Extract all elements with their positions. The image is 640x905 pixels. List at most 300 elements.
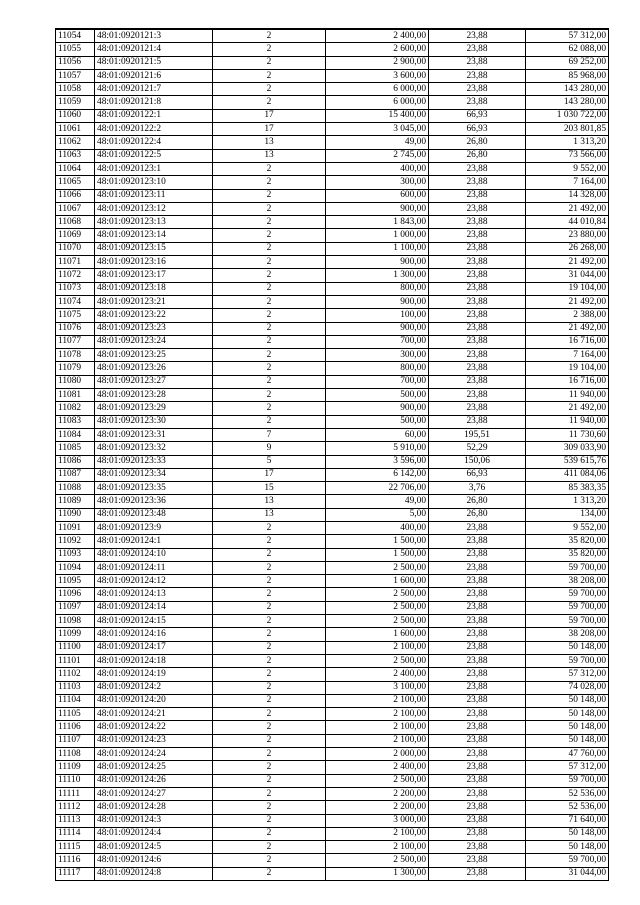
row-number-cell: 11075 [56,309,95,322]
cadastral-number-cell: 48:01:0920123:35 [95,482,213,495]
group-cell: 2 [213,83,326,96]
cadastral-number-cell: 48:01:0920123:24 [95,335,213,348]
group-cell: 2 [213,176,326,189]
group-cell: 13 [213,508,326,521]
group-cell: 2 [213,415,326,428]
table-row [56,229,609,242]
cadastral-number-cell: 48:01:0920124:17 [95,641,213,654]
table-row [56,654,609,667]
cadastral-value-cell: 7 164,00 [526,176,609,189]
row-number-cell: 11093 [56,548,95,561]
cadastral-value-cell: 74 028,00 [526,681,609,694]
row-number-cell: 11095 [56,575,95,588]
cadastral-value-cell: 38 208,00 [526,628,609,641]
group-cell: 2 [213,282,326,295]
cadastral-number-cell: 48:01:0920123:27 [95,375,213,388]
rate-cell: 26,80 [429,495,526,508]
table-row [56,681,609,694]
area-cell: 1 100,00 [326,242,429,255]
cadastral-value-cell: 11 730,60 [526,428,609,441]
group-cell: 2 [213,867,326,880]
area-cell: 900,00 [326,295,429,308]
row-number-cell: 11079 [56,362,95,375]
table-row [56,202,609,215]
cadastral-number-cell: 48:01:0920121:3 [95,29,213,43]
table-row [56,389,609,402]
area-cell: 2 500,00 [326,615,429,628]
group-cell: 2 [213,575,326,588]
cadastral-value-cell: 21 492,00 [526,295,609,308]
rate-cell: 23,88 [429,575,526,588]
table-row [56,561,609,574]
rate-cell: 23,88 [429,774,526,787]
table-row [56,668,609,681]
cadastral-number-cell: 48:01:0920121:4 [95,43,213,56]
row-number-cell: 11084 [56,428,95,441]
cadastral-number-cell: 48:01:0920123:9 [95,521,213,534]
row-number-cell: 11107 [56,734,95,747]
area-cell: 700,00 [326,375,429,388]
group-cell: 2 [213,681,326,694]
group-cell: 2 [213,256,326,269]
cadastral-value-cell: 31 044,00 [526,269,609,282]
table-row [56,123,609,136]
row-number-cell: 11092 [56,535,95,548]
table-row [56,867,609,880]
group-cell: 2 [213,309,326,322]
cadastral-number-cell: 48:01:0920124:22 [95,721,213,734]
cadastral-value-cell: 38 208,00 [526,575,609,588]
group-cell: 17 [213,123,326,136]
cadastral-value-cell: 59 700,00 [526,854,609,867]
row-number-cell: 11067 [56,202,95,215]
group-cell: 2 [213,654,326,667]
cadastral-number-cell: 48:01:0920122:1 [95,109,213,122]
table-row [56,402,609,415]
cadastral-number-cell: 48:01:0920124:21 [95,708,213,721]
cadastral-value-cell: 23 880,00 [526,229,609,242]
cadastral-number-cell: 48:01:0920121:5 [95,56,213,69]
rate-cell: 23,88 [429,854,526,867]
table-row [56,43,609,56]
cadastral-value-cell: 73 566,00 [526,149,609,162]
cadastral-number-cell: 48:01:0920124:23 [95,734,213,747]
group-cell: 2 [213,535,326,548]
row-number-cell: 11078 [56,349,95,362]
group-cell: 2 [213,229,326,242]
area-cell: 6 000,00 [326,83,429,96]
table-row [56,708,609,721]
cadastral-number-cell: 48:01:0920123:17 [95,269,213,282]
rate-cell: 23,88 [429,335,526,348]
row-number-cell: 11077 [56,335,95,348]
cadastral-number-cell: 48:01:0920124:16 [95,628,213,641]
table-row [56,216,609,229]
cadastral-value-cell: 59 700,00 [526,601,609,614]
table-row [56,827,609,840]
row-number-cell: 11070 [56,242,95,255]
rate-cell: 195,51 [429,428,526,441]
table-row [56,149,609,162]
group-cell: 2 [213,801,326,814]
rate-cell: 23,88 [429,748,526,761]
rate-cell: 23,88 [429,734,526,747]
row-number-cell: 11072 [56,269,95,282]
cadastral-value-cell: 11 940,00 [526,415,609,428]
group-cell: 2 [213,787,326,800]
cadastral-value-cell: 44 010,84 [526,216,609,229]
cadastral-value-cell: 69 252,00 [526,56,609,69]
table-row [56,256,609,269]
area-cell: 500,00 [326,389,429,402]
group-cell: 2 [213,162,326,175]
cadastral-value-cell: 19 104,00 [526,282,609,295]
cadastral-number-cell: 48:01:0920124:13 [95,588,213,601]
area-cell: 3 596,00 [326,455,429,468]
area-cell: 300,00 [326,349,429,362]
cadastral-value-cell: 52 536,00 [526,801,609,814]
group-cell: 2 [213,774,326,787]
rate-cell: 23,88 [429,256,526,269]
group-cell: 2 [213,202,326,215]
cadastral-number-cell: 48:01:0920123:14 [95,229,213,242]
rate-cell: 26,80 [429,508,526,521]
area-cell: 100,00 [326,309,429,322]
row-number-cell: 11076 [56,322,95,335]
rate-cell: 23,88 [429,694,526,707]
cadastral-value-cell: 9 552,00 [526,521,609,534]
table-row [56,362,609,375]
table-row [56,189,609,202]
cadastral-number-cell: 48:01:0920123:15 [95,242,213,255]
cadastral-value-cell: 203 801,85 [526,123,609,136]
area-cell: 2 200,00 [326,787,429,800]
table-row [56,588,609,601]
rate-cell: 23,88 [429,242,526,255]
row-number-cell: 11066 [56,189,95,202]
table-body [56,29,609,881]
cadastral-number-cell: 48:01:0920124:5 [95,841,213,854]
row-number-cell: 11110 [56,774,95,787]
group-cell: 2 [213,588,326,601]
rate-cell: 23,88 [429,787,526,800]
area-cell: 2 400,00 [326,29,429,43]
cadastral-number-cell: 48:01:0920123:32 [95,442,213,455]
cadastral-number-cell: 48:01:0920123:18 [95,282,213,295]
rate-cell: 23,88 [429,814,526,827]
area-cell: 2 100,00 [326,708,429,721]
cadastral-number-cell: 48:01:0920121:7 [95,83,213,96]
area-cell: 2 100,00 [326,721,429,734]
row-number-cell: 11108 [56,748,95,761]
table-row [56,615,609,628]
cadastral-value-cell: 19 104,00 [526,362,609,375]
row-number-cell: 11083 [56,415,95,428]
row-number-cell: 11098 [56,615,95,628]
row-number-cell: 11071 [56,256,95,269]
table-row [56,109,609,122]
cadastral-number-cell: 48:01:0920124:6 [95,854,213,867]
row-number-cell: 11056 [56,56,95,69]
area-cell: 900,00 [326,322,429,335]
cadastral-value-cell: 26 268,00 [526,242,609,255]
cadastral-number-cell: 48:01:0920124:12 [95,575,213,588]
cadastral-value-cell: 59 700,00 [526,615,609,628]
table-row [56,535,609,548]
row-number-cell: 11102 [56,668,95,681]
rate-cell: 23,88 [429,309,526,322]
rate-cell: 26,80 [429,136,526,149]
cadastral-value-cell: 11 940,00 [526,389,609,402]
cadastral-value-cell: 50 148,00 [526,708,609,721]
row-number-cell: 11054 [56,29,95,43]
group-cell: 2 [213,708,326,721]
cadastral-value-cell: 57 312,00 [526,668,609,681]
table-row [56,309,609,322]
cadastral-value-cell: 9 552,00 [526,162,609,175]
row-number-cell: 11063 [56,149,95,162]
cadastral-number-cell: 48:01:0920123:16 [95,256,213,269]
group-cell: 2 [213,761,326,774]
rate-cell: 23,88 [429,269,526,282]
row-number-cell: 11090 [56,508,95,521]
rate-cell: 23,88 [429,615,526,628]
table-row [56,787,609,800]
rate-cell: 23,88 [429,56,526,69]
rate-cell: 23,88 [429,29,526,43]
group-cell: 2 [213,189,326,202]
cadastral-number-cell: 48:01:0920124:11 [95,561,213,574]
area-cell: 3 045,00 [326,123,429,136]
group-cell: 9 [213,442,326,455]
row-number-cell: 11065 [56,176,95,189]
rate-cell: 23,88 [429,801,526,814]
row-number-cell: 11082 [56,402,95,415]
cadastral-value-cell: 62 088,00 [526,43,609,56]
cadastral-number-cell: 48:01:0920123:23 [95,322,213,335]
row-number-cell: 11069 [56,229,95,242]
group-cell: 2 [213,96,326,109]
group-cell: 2 [213,322,326,335]
group-cell: 2 [213,402,326,415]
area-cell: 1 600,00 [326,628,429,641]
rate-cell: 3,76 [429,482,526,495]
table-row [56,721,609,734]
row-number-cell: 11099 [56,628,95,641]
row-number-cell: 11059 [56,96,95,109]
cadastral-number-cell: 48:01:0920122:4 [95,136,213,149]
rate-cell: 23,88 [429,721,526,734]
area-cell: 400,00 [326,162,429,175]
area-cell: 2 500,00 [326,654,429,667]
table-row [56,694,609,707]
cadastral-value-cell: 57 312,00 [526,761,609,774]
rate-cell: 23,88 [429,588,526,601]
cadastral-value-cell: 47 760,00 [526,748,609,761]
area-cell: 1 500,00 [326,535,429,548]
area-cell: 6 142,00 [326,468,429,481]
cadastral-number-cell: 48:01:0920123:26 [95,362,213,375]
table-row [56,176,609,189]
area-cell: 2 200,00 [326,801,429,814]
table-row [56,801,609,814]
row-number-cell: 11101 [56,654,95,667]
rate-cell: 23,88 [429,641,526,654]
group-cell: 2 [213,521,326,534]
rate-cell: 23,88 [429,535,526,548]
area-cell: 1 843,00 [326,216,429,229]
rate-cell: 23,88 [429,322,526,335]
cadastral-value-cell: 59 700,00 [526,561,609,574]
table-row [56,349,609,362]
cadastral-value-cell: 71 640,00 [526,814,609,827]
area-cell: 1 600,00 [326,575,429,588]
rate-cell: 23,88 [429,362,526,375]
row-number-cell: 11055 [56,43,95,56]
cadastral-number-cell: 48:01:0920124:24 [95,748,213,761]
group-cell: 2 [213,29,326,43]
group-cell: 2 [213,295,326,308]
rate-cell: 23,88 [429,162,526,175]
table-row [56,628,609,641]
area-cell: 600,00 [326,189,429,202]
table-row [56,495,609,508]
cadastral-value-cell: 35 820,00 [526,548,609,561]
row-number-cell: 11061 [56,123,95,136]
group-cell: 2 [213,242,326,255]
rate-cell: 23,88 [429,349,526,362]
cadastral-value-cell: 16 716,00 [526,375,609,388]
area-cell: 2 400,00 [326,761,429,774]
cadastral-number-cell: 48:01:0920124:4 [95,827,213,840]
area-cell: 15 400,00 [326,109,429,122]
row-number-cell: 11057 [56,69,95,82]
table-row [56,442,609,455]
cadastral-value-cell: 143 280,00 [526,96,609,109]
cadastral-number-cell: 48:01:0920123:33 [95,455,213,468]
rate-cell: 23,88 [429,216,526,229]
group-cell: 2 [213,269,326,282]
cadastral-number-cell: 48:01:0920124:10 [95,548,213,561]
row-number-cell: 11081 [56,389,95,402]
table-row [56,774,609,787]
row-number-cell: 11064 [56,162,95,175]
table-row [56,482,609,495]
cadastral-value-cell: 85 968,00 [526,69,609,82]
table-row [56,641,609,654]
row-number-cell: 11086 [56,455,95,468]
row-number-cell: 11088 [56,482,95,495]
group-cell: 2 [213,694,326,707]
rate-cell: 23,88 [429,83,526,96]
group-cell: 2 [213,69,326,82]
group-cell: 2 [213,721,326,734]
table-row [56,282,609,295]
row-number-cell: 11062 [56,136,95,149]
area-cell: 2 100,00 [326,734,429,747]
cadastral-number-cell: 48:01:0920123:28 [95,389,213,402]
area-cell: 2 100,00 [326,641,429,654]
cadastral-number-cell: 48:01:0920123:48 [95,508,213,521]
row-number-cell: 11114 [56,827,95,840]
row-number-cell: 11080 [56,375,95,388]
cadastral-number-cell: 48:01:0920124:27 [95,787,213,800]
row-number-cell: 11103 [56,681,95,694]
area-cell: 2 100,00 [326,827,429,840]
rate-cell: 23,88 [429,867,526,880]
area-cell: 1 000,00 [326,229,429,242]
area-cell: 700,00 [326,335,429,348]
row-number-cell: 11097 [56,601,95,614]
group-cell: 2 [213,335,326,348]
area-cell: 2 900,00 [326,56,429,69]
table-row [56,96,609,109]
cadastral-value-cell: 50 148,00 [526,734,609,747]
rate-cell: 23,88 [429,681,526,694]
area-cell: 900,00 [326,202,429,215]
cadastral-number-cell: 48:01:0920124:19 [95,668,213,681]
cadastral-value-cell: 143 280,00 [526,83,609,96]
row-number-cell: 11058 [56,83,95,96]
group-cell: 2 [213,748,326,761]
cadastral-number-cell: 48:01:0920123:30 [95,415,213,428]
cadastral-value-cell: 57 312,00 [526,29,609,43]
row-number-cell: 11116 [56,854,95,867]
row-number-cell: 11115 [56,841,95,854]
table-row [56,322,609,335]
rate-cell: 23,88 [429,202,526,215]
rate-cell: 23,88 [429,415,526,428]
rate-cell: 23,88 [429,295,526,308]
table-row [56,761,609,774]
area-cell: 49,00 [326,495,429,508]
cadastral-number-cell: 48:01:0920123:13 [95,216,213,229]
cadastral-value-cell: 50 148,00 [526,694,609,707]
rate-cell: 23,88 [429,229,526,242]
cadastral-value-cell: 50 148,00 [526,641,609,654]
area-cell: 400,00 [326,521,429,534]
area-cell: 22 706,00 [326,482,429,495]
row-number-cell: 11074 [56,295,95,308]
group-cell: 2 [213,548,326,561]
cadastral-value-cell: 31 044,00 [526,867,609,880]
cadastral-number-cell: 48:01:0920123:36 [95,495,213,508]
rate-cell: 23,88 [429,561,526,574]
rate-cell: 23,88 [429,189,526,202]
cadastral-value-cell: 59 700,00 [526,654,609,667]
row-number-cell: 11112 [56,801,95,814]
row-number-cell: 11117 [56,867,95,880]
group-cell: 2 [213,615,326,628]
area-cell: 2 500,00 [326,774,429,787]
cadastral-value-cell: 35 820,00 [526,535,609,548]
rate-cell: 23,88 [429,761,526,774]
group-cell: 2 [213,814,326,827]
group-cell: 2 [213,601,326,614]
cadastral-value-cell: 52 536,00 [526,787,609,800]
row-number-cell: 11091 [56,521,95,534]
cadastral-number-cell: 48:01:0920122:5 [95,149,213,162]
table-row [56,734,609,747]
group-cell: 2 [213,854,326,867]
area-cell: 2 400,00 [326,668,429,681]
area-cell: 2 000,00 [326,748,429,761]
table-row [56,548,609,561]
table-row [56,335,609,348]
rate-cell: 23,88 [429,96,526,109]
row-number-cell: 11089 [56,495,95,508]
cadastral-value-table [55,28,609,881]
